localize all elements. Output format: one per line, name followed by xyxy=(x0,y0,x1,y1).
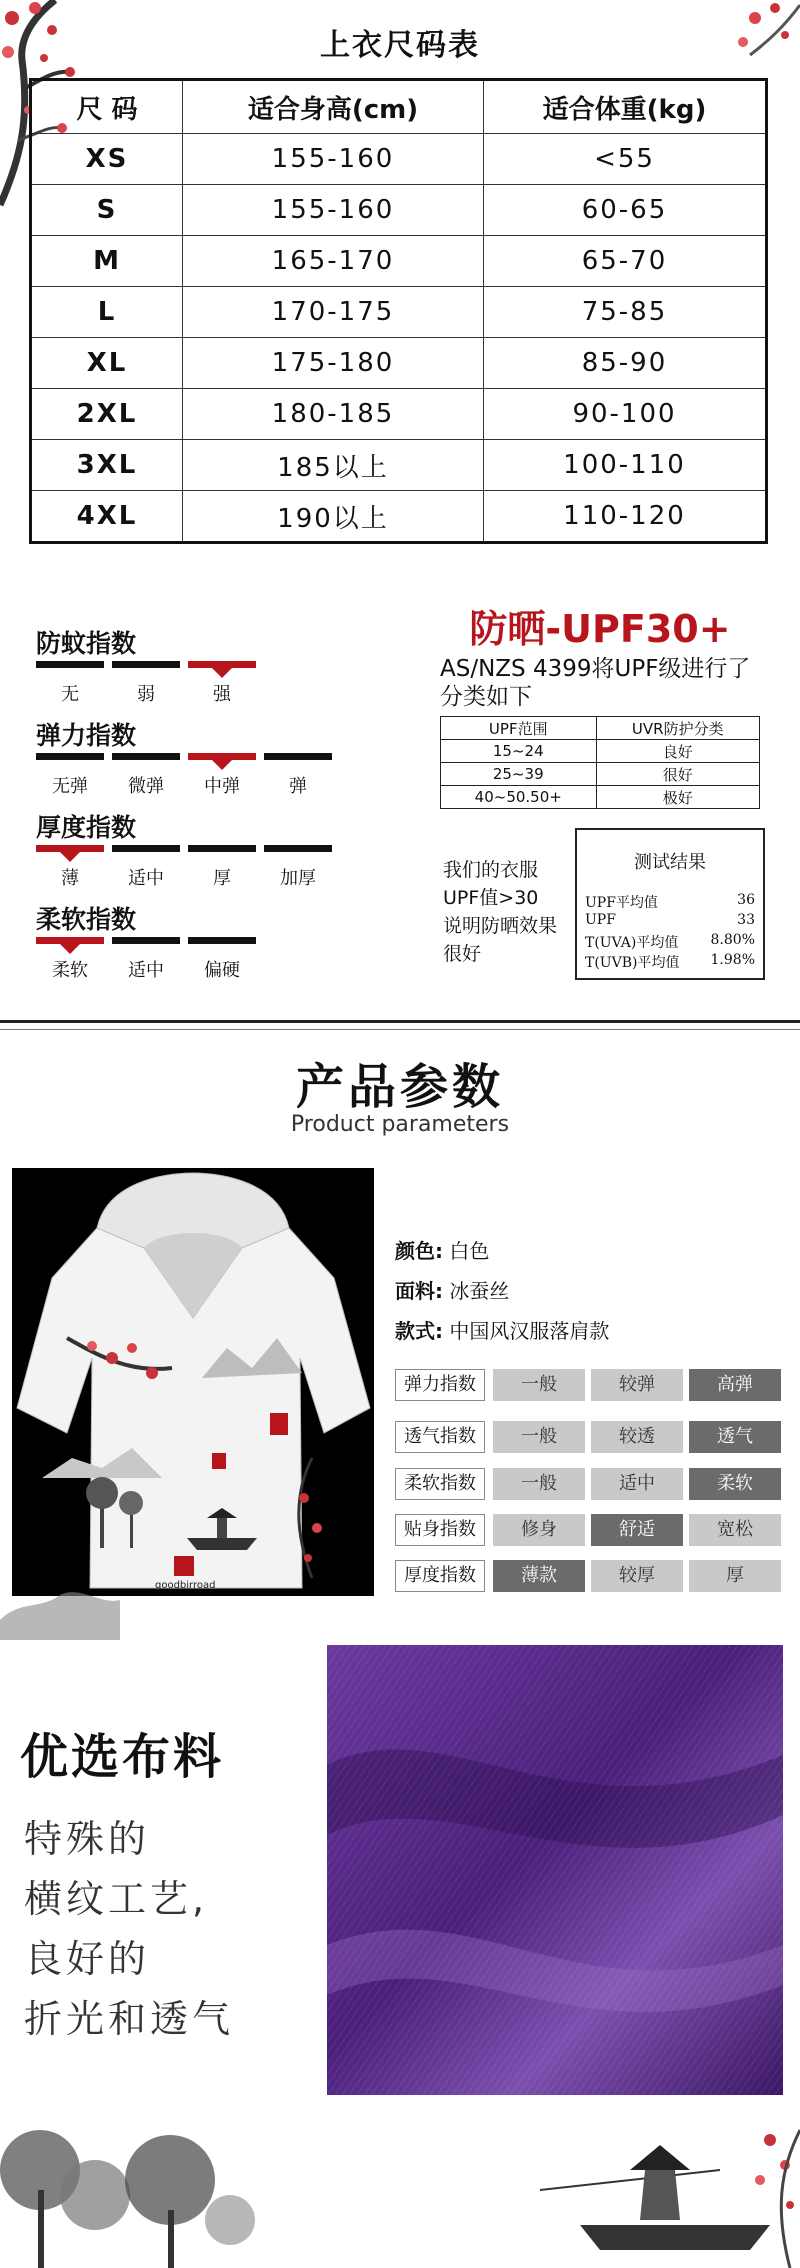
param-option: 较透 xyxy=(591,1421,683,1453)
uvr-class-cell: 很好 xyxy=(596,763,759,786)
height-cell: 190以上 xyxy=(183,491,484,543)
elasticity-index-option: 中弹 xyxy=(204,776,240,797)
thickness-index-bar xyxy=(264,845,332,852)
section-divider xyxy=(0,1029,800,1030)
param-row-elasticity xyxy=(395,1369,782,1401)
property-value: 冰蚕丝 xyxy=(449,1279,510,1303)
size-chart-title: 上衣尺码表 xyxy=(320,28,480,63)
thickness-index-title: 厚度指数 xyxy=(36,813,137,842)
elasticity-index-bar xyxy=(112,753,180,760)
table-row xyxy=(31,389,767,440)
size-cell: S xyxy=(31,185,183,236)
height-cell: 175-180 xyxy=(183,338,484,389)
height-cell: 165-170 xyxy=(183,236,484,287)
param-option-selected: 高弹 xyxy=(689,1369,781,1401)
size-cell: 3XL xyxy=(31,440,183,491)
height-cell: 155-160 xyxy=(183,134,484,185)
size-cell: 4XL xyxy=(31,491,183,543)
selected-marker-icon xyxy=(212,760,232,770)
thickness-index-option: 薄 xyxy=(61,868,79,889)
softness-index-bar xyxy=(112,937,180,944)
weight-cell: 100-110 xyxy=(484,440,767,491)
param-option: 一般 xyxy=(493,1468,585,1500)
fisherman-boat-decoration xyxy=(540,2110,800,2268)
thickness-index-bar-active xyxy=(36,845,104,852)
upf-title: 防晒-UPF30+ xyxy=(469,607,731,651)
param-option-selected: 舒适 xyxy=(591,1514,683,1546)
weight-cell: 75-85 xyxy=(484,287,767,338)
property-value: 白色 xyxy=(449,1239,490,1263)
size-chart-table xyxy=(29,78,768,544)
weight-cell: 110-120 xyxy=(484,491,767,543)
elasticity-index-title: 弹力指数 xyxy=(36,721,137,750)
test-results-title: 测试结果 xyxy=(634,852,706,873)
thickness-index-option: 厚 xyxy=(213,868,231,889)
fabric-text-line: 特殊的 xyxy=(24,1817,151,1861)
property-color xyxy=(395,1235,489,1264)
upf-classification-table xyxy=(440,716,760,809)
param-label: 弹力指数 xyxy=(395,1369,485,1401)
table-row xyxy=(31,236,767,287)
size-header: 尺 码 xyxy=(31,80,183,134)
param-label: 贴身指数 xyxy=(395,1514,485,1546)
uvr-class-header: UVR防护分类 xyxy=(596,717,759,740)
size-cell: XL xyxy=(31,338,183,389)
upf-note-line: 说明防晒效果 xyxy=(443,915,558,937)
param-option-selected: 透气 xyxy=(689,1421,781,1453)
weight-cell: <55 xyxy=(484,134,767,185)
elasticity-index-option: 无弹 xyxy=(52,776,88,797)
elasticity-index-option: 弹 xyxy=(289,776,307,797)
table-row xyxy=(31,287,767,338)
param-option: 较弹 xyxy=(591,1369,683,1401)
weight-cell: 90-100 xyxy=(484,389,767,440)
param-option: 修身 xyxy=(493,1514,585,1546)
weight-header: 适合体重(kg) xyxy=(484,80,767,134)
table-row xyxy=(441,763,760,786)
selected-marker-icon xyxy=(60,852,80,862)
test-value: 8.80% xyxy=(710,932,755,948)
test-label: UPF平均值 xyxy=(585,895,658,911)
height-cell: 185以上 xyxy=(183,440,484,491)
mosquito-index-title: 防蚊指数 xyxy=(36,629,137,658)
table-row xyxy=(441,717,760,740)
softness-index-option: 偏硬 xyxy=(204,960,240,981)
upf-range-cell: 25~39 xyxy=(441,763,597,786)
softness-index-option: 柔软 xyxy=(52,960,88,981)
size-chart-header-row xyxy=(31,80,767,134)
upf-note-line: 我们的衣服 xyxy=(443,859,539,881)
fabric-text-line: 良好的 xyxy=(24,1937,151,1981)
weight-cell: 65-70 xyxy=(484,236,767,287)
property-value: 中国风汉服落肩款 xyxy=(449,1319,610,1343)
upf-range-cell: 40~50.50+ xyxy=(441,786,597,809)
property-label: 颜色: xyxy=(395,1239,443,1263)
table-row xyxy=(31,185,767,236)
test-label: T(UVA)平均值 xyxy=(585,935,679,951)
test-value: 1.98% xyxy=(710,952,755,968)
hooded-shirt-illustration xyxy=(12,1168,374,1596)
test-row xyxy=(585,952,755,972)
section-divider xyxy=(0,1020,800,1023)
param-row-thickness xyxy=(395,1560,782,1592)
softness-index-bar-active xyxy=(36,937,104,944)
property-fabric xyxy=(395,1275,509,1304)
size-cell: XS xyxy=(31,134,183,185)
test-label: UPF xyxy=(585,912,616,928)
selected-marker-icon xyxy=(60,944,80,954)
param-row-breathability xyxy=(395,1421,782,1453)
table-row xyxy=(441,786,760,809)
table-row xyxy=(31,134,767,185)
param-row-fit xyxy=(395,1514,782,1546)
param-option: 适中 xyxy=(591,1468,683,1500)
thickness-index-option: 加厚 xyxy=(280,868,316,889)
param-option-selected: 薄款 xyxy=(493,1560,585,1592)
mosquito-index-bar xyxy=(112,661,180,668)
property-label: 面料: xyxy=(395,1279,443,1303)
size-cell: 2XL xyxy=(31,389,183,440)
table-row xyxy=(441,740,760,763)
softness-index-title: 柔软指数 xyxy=(36,905,137,934)
elasticity-index-bar-active xyxy=(188,753,256,760)
height-header: 适合身高(cm) xyxy=(183,80,484,134)
upf-note xyxy=(443,856,557,968)
test-value: 33 xyxy=(737,912,755,928)
height-cell: 180-185 xyxy=(183,389,484,440)
test-row xyxy=(585,932,755,952)
param-label: 厚度指数 xyxy=(395,1560,485,1592)
mosquito-index-option: 强 xyxy=(213,684,231,705)
param-option: 厚 xyxy=(689,1560,781,1592)
thickness-index-bar xyxy=(112,845,180,852)
test-label: T(UVB)平均值 xyxy=(585,955,680,971)
param-label: 柔软指数 xyxy=(395,1468,485,1500)
uvr-class-cell: 极好 xyxy=(596,786,759,809)
test-value: 36 xyxy=(737,892,755,908)
param-label: 透气指数 xyxy=(395,1421,485,1453)
elasticity-index-bar xyxy=(264,753,332,760)
test-results-box xyxy=(575,828,765,980)
test-row xyxy=(585,912,755,928)
mosquito-index-bar-active xyxy=(188,661,256,668)
upf-range-header: UPF范围 xyxy=(441,717,597,740)
uvr-class-cell: 良好 xyxy=(596,740,759,763)
upf-range-cell: 15~24 xyxy=(441,740,597,763)
table-row xyxy=(31,338,767,389)
elasticity-index-option: 微弹 xyxy=(128,776,164,797)
mosquito-index-option: 弱 xyxy=(137,684,155,705)
softness-index-option: 适中 xyxy=(128,960,164,981)
product-params-title: 产品参数 xyxy=(295,1059,504,1115)
mosquito-index-bar xyxy=(36,661,104,668)
fabric-text-line: 折光和透气 xyxy=(24,1997,235,2041)
purple-fabric-image xyxy=(327,1645,783,2095)
param-option: 一般 xyxy=(493,1369,585,1401)
selected-marker-icon xyxy=(212,668,232,678)
table-row xyxy=(31,491,767,543)
param-option-selected: 柔软 xyxy=(689,1468,781,1500)
ink-landscape-decoration xyxy=(0,1560,120,1640)
upf-note-line: 很好 xyxy=(443,943,482,965)
product-params-subtitle: Product parameters xyxy=(290,1112,510,1137)
size-cell: L xyxy=(31,287,183,338)
fabric-title: 优选布料 xyxy=(20,1729,225,1785)
mosquito-index-option: 无 xyxy=(61,684,79,705)
param-row-softness xyxy=(395,1468,782,1500)
property-label: 款式: xyxy=(395,1319,443,1343)
upf-description: AS/NZS 4399将UPF级进行了分类如下 xyxy=(440,656,751,710)
ink-trees-decoration xyxy=(0,2100,260,2268)
softness-index-bar xyxy=(188,937,256,944)
param-option: 较厚 xyxy=(591,1560,683,1592)
property-style xyxy=(395,1315,609,1344)
weight-cell: 85-90 xyxy=(484,338,767,389)
weight-cell: 60-65 xyxy=(484,185,767,236)
param-option: 宽松 xyxy=(689,1514,781,1546)
thickness-index-bar xyxy=(188,845,256,852)
size-cell: M xyxy=(31,236,183,287)
height-cell: 170-175 xyxy=(183,287,484,338)
test-row xyxy=(585,892,755,912)
fabric-text-line: 横纹工艺, xyxy=(24,1877,209,1921)
brand-label: goodbirroad xyxy=(155,1580,216,1591)
upf-note-line: UPF值>30 xyxy=(443,887,539,909)
table-row xyxy=(31,440,767,491)
thickness-index-option: 适中 xyxy=(128,868,164,889)
height-cell: 155-160 xyxy=(183,185,484,236)
elasticity-index-bar xyxy=(36,753,104,760)
param-option: 一般 xyxy=(493,1421,585,1453)
